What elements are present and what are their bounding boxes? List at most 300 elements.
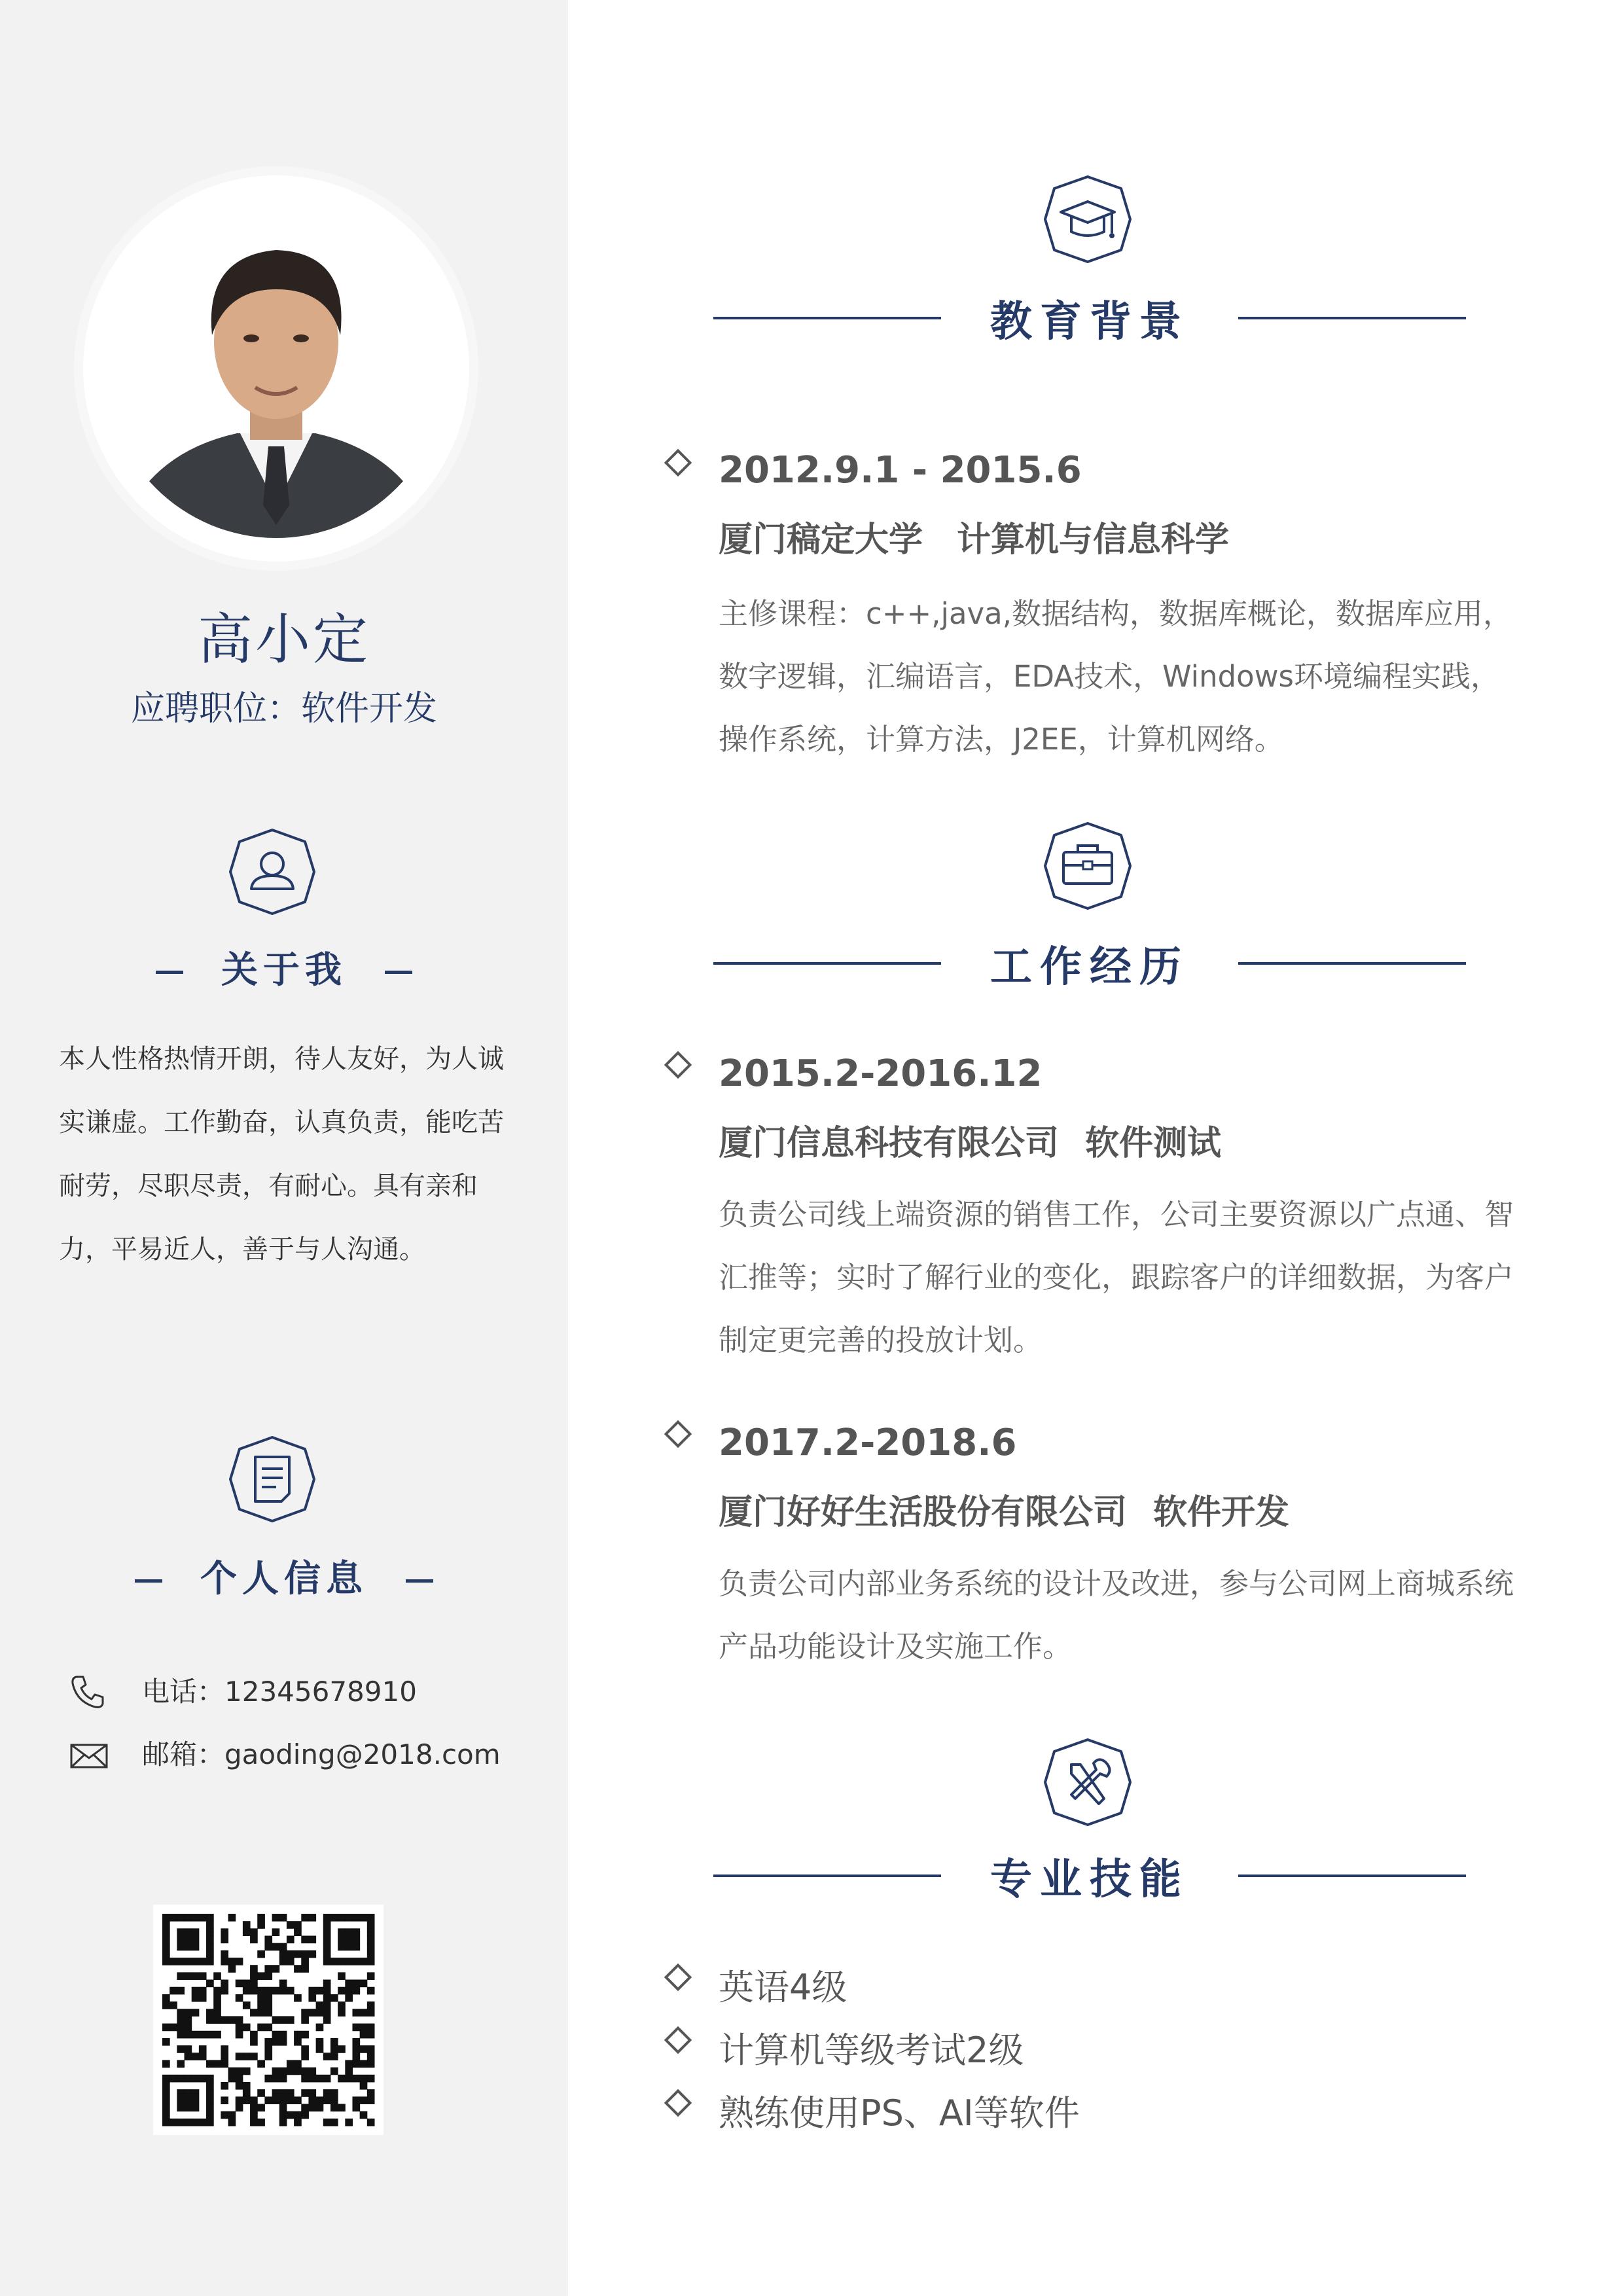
education-school: 厦门稿定大学 计算机与信息科学 (719, 520, 1230, 560)
qr-module (236, 2068, 243, 2075)
qr-module (264, 1987, 272, 1995)
qr-module (250, 2104, 258, 2111)
qr-module (243, 2068, 251, 2075)
qr-module (185, 2119, 192, 2126)
qr-module (338, 1987, 346, 1995)
qr-module (243, 2053, 251, 2060)
qr-module (352, 2060, 360, 2068)
qr-module (169, 2024, 177, 2032)
qr-module (279, 2038, 287, 2046)
qr-module (264, 2009, 272, 2017)
qr-module (206, 2119, 214, 2126)
bullet-diamond (664, 1420, 692, 1448)
header-line (1238, 1874, 1466, 1877)
qr-module (338, 1914, 346, 1922)
qr-module (228, 2075, 236, 2083)
qr-module (213, 1994, 221, 2002)
qr-module (250, 2053, 258, 2060)
qr-module (192, 2104, 200, 2111)
qr-module (301, 1914, 309, 1922)
qr-module (338, 2075, 346, 2083)
qr-module (345, 1943, 353, 1951)
qr-module (360, 2024, 368, 2032)
qr-module (162, 1921, 170, 1929)
qr-module (367, 1958, 375, 1965)
qr-module (279, 2068, 287, 2075)
qr-module (213, 2009, 221, 2017)
qr-module (345, 1928, 353, 1936)
qr-module (294, 1965, 302, 1973)
qr-module (338, 2104, 346, 2111)
qr-module (352, 2075, 360, 2083)
qr-module (206, 2089, 214, 2097)
qr-module (360, 2031, 368, 2039)
qr-module (257, 1921, 265, 1929)
qr-module (221, 1936, 228, 1944)
title-dash (135, 1579, 162, 1583)
qr-module (308, 1994, 316, 2002)
qr-module (213, 2001, 221, 2009)
work-desc: 负责公司线上端资源的销售工作，公司主要资源以广点通、智汇推等；实时了解行业的变化，跟踪客户的详细数据，为客户制定更完善的投放计划。 (719, 1197, 1514, 1357)
qr-module (250, 2031, 258, 2039)
qr-module (367, 1943, 375, 1951)
qr-module (206, 2009, 214, 2017)
qr-module (316, 2024, 324, 2032)
qr-module (287, 2096, 294, 2104)
header-line (1238, 962, 1466, 965)
qr-module (316, 2001, 324, 2009)
about-title: 关于我 (0, 941, 568, 994)
qr-module (330, 1914, 338, 1922)
qr-module (323, 1958, 331, 1965)
qr-module (294, 2038, 302, 2046)
qr-module (360, 2075, 368, 2083)
qr-module (352, 1936, 360, 1944)
qr-module (287, 1936, 294, 1944)
qr-module (177, 2024, 185, 2032)
qr-module (279, 2031, 287, 2039)
qr-module (352, 2038, 360, 2046)
qr-module (162, 2038, 170, 2046)
skills-title: 专业技能 (990, 1856, 1189, 1904)
qr-module (192, 2053, 200, 2060)
qr-module (352, 2045, 360, 2053)
education-desc: 主修课程：c++,java,数据结构，数据库概论，数据库应用，数字逻辑，汇编语言，EDA技术，Windows环境编程实践，操作系统，计算方法，J2EE，计算机网络。 (719, 596, 1513, 757)
qr-module (323, 2009, 331, 2017)
qr-module (287, 1958, 294, 1965)
qr-module (206, 1943, 214, 1951)
briefcase-icon (1041, 819, 1134, 912)
qr-module (192, 1972, 200, 1980)
qr-module (279, 1950, 287, 1958)
qr-module (185, 2104, 192, 2111)
qr-module (221, 2016, 228, 2024)
qr-module (272, 1965, 280, 1973)
qr-module (169, 1914, 177, 1922)
qr-module (250, 1987, 258, 1995)
qr-module (243, 2024, 251, 2032)
bullet-diamond (664, 2089, 692, 2117)
qr-module (367, 2096, 375, 2104)
qr-module (323, 1994, 331, 2002)
qr-module (301, 2075, 309, 2083)
qr-module (177, 2045, 185, 2053)
qr-module (345, 2119, 353, 2126)
qr-module (294, 2119, 302, 2126)
qr-module (236, 2082, 243, 2090)
qr-module (192, 1914, 200, 1922)
qr-module (228, 2016, 236, 2024)
qr-module (345, 1936, 353, 1944)
qr-module (221, 1928, 228, 1936)
qr-module (192, 1943, 200, 1951)
qr-module (221, 1950, 228, 1958)
qr-module (162, 2082, 170, 2090)
qr-module (279, 1980, 287, 1988)
qr-module (301, 2053, 309, 2060)
qr-module (206, 1936, 214, 1944)
qr-module (352, 1987, 360, 1995)
qr-module (367, 2031, 375, 2039)
qr-module (323, 2075, 331, 2083)
qr-module (162, 2001, 170, 2009)
qr-module (185, 2031, 192, 2039)
qr-module (338, 1943, 346, 1951)
qr-module (308, 2104, 316, 2111)
qr-module (213, 1972, 221, 1980)
qr-module (206, 2031, 214, 2039)
qr-module (243, 1921, 251, 1929)
qr-module (221, 1987, 228, 1995)
avatar (106, 198, 446, 538)
qr-module (243, 1980, 251, 1988)
qr-module (257, 2024, 265, 2032)
qr-module (345, 2068, 353, 2075)
qr-module (345, 2060, 353, 2068)
qr-module (352, 1928, 360, 1936)
qr-module (192, 2009, 200, 2017)
qr-module (257, 1987, 265, 1995)
qr-module (287, 1921, 294, 1929)
qr-module (257, 2104, 265, 2111)
qr-module (360, 2096, 368, 2104)
qr-module (272, 1943, 280, 1951)
qr-module (330, 1958, 338, 1965)
qr-module (206, 1950, 214, 1958)
qr-module (162, 1994, 170, 2002)
qr-module (206, 2111, 214, 2119)
qr-module (272, 1914, 280, 1922)
qr-module (352, 2053, 360, 2060)
qr-module (308, 1987, 316, 1995)
bullet-diamond (664, 1964, 692, 1991)
qr-module (301, 1965, 309, 1973)
qr-module (206, 2104, 214, 2111)
qr-module (213, 1987, 221, 1995)
qr-module (177, 1914, 185, 1922)
phone-text[interactable]: 电话：12345678910 (142, 1676, 417, 1708)
qr-module (264, 1943, 272, 1951)
qr-module (323, 2089, 331, 2097)
qr-module (272, 2089, 280, 2097)
qr-module (192, 2075, 200, 2083)
qr-module (199, 2045, 207, 2053)
qr-module (185, 2089, 192, 2097)
qr-module (330, 2089, 338, 2097)
qr-module (162, 2024, 170, 2032)
qr-module (162, 1936, 170, 1944)
qr-module (192, 2031, 200, 2039)
qr-module (279, 2075, 287, 2083)
qr-module (338, 1928, 346, 1936)
qr-module (272, 2038, 280, 2046)
qr-module (243, 1987, 251, 1995)
about-text: 本人性格热情开朗，待人友好，为人诚实谦虚。工作勤奋，认真负责，能吃苦耐劳，尽职尽责，有耐心。具有亲和力，平易近人，善于与人沟通。 (59, 1044, 504, 1265)
qr-module (264, 2024, 272, 2032)
qr-module (250, 1980, 258, 1988)
qr-module (236, 2016, 243, 2024)
qr-module (330, 2068, 338, 2075)
qr-module (185, 2053, 192, 2060)
qr-module (279, 2096, 287, 2104)
qr-module (360, 1958, 368, 1965)
qr-module (250, 2119, 258, 2126)
qr-module (257, 2009, 265, 2017)
qr-module (264, 2045, 272, 2053)
qr-module (360, 2111, 368, 2119)
qr-module (367, 1972, 375, 1980)
qr-module (360, 2060, 368, 2068)
qr-module (206, 2075, 214, 2083)
title-dash (385, 971, 412, 974)
qr-module (323, 1928, 331, 1936)
qr-module (308, 2068, 316, 2075)
qr-code-image (153, 1905, 383, 2135)
qr-module (279, 2119, 287, 2126)
qr-module (185, 1972, 192, 1980)
qr-module (177, 2060, 185, 2068)
qr-module (294, 1928, 302, 1936)
qr-module (287, 2016, 294, 2024)
qr-module (323, 1914, 331, 1922)
qr-module (177, 2016, 185, 2024)
qr-module (279, 1987, 287, 1995)
qr-module (221, 1958, 228, 1965)
qr-module (352, 1980, 360, 1988)
qr-module (287, 2060, 294, 2068)
email-text[interactable]: 邮箱：gaoding@2018.com (142, 1738, 501, 1770)
qr-module (192, 2096, 200, 2104)
qr-module (367, 1936, 375, 1944)
qr-module (301, 2111, 309, 2119)
qr-module (316, 2075, 324, 2083)
qr-module (323, 2053, 331, 2060)
qr-module (206, 1928, 214, 1936)
qr-module (257, 1972, 265, 1980)
qr-module (257, 1994, 265, 2002)
qr-module (323, 1987, 331, 1995)
qr-module (257, 2001, 265, 2009)
qr-module (177, 1987, 185, 1995)
qr-module (287, 1950, 294, 1958)
graduation-cap-icon (1041, 173, 1134, 266)
qr-module (301, 2068, 309, 2075)
qr-module (367, 1987, 375, 1995)
qr-module (367, 2089, 375, 2097)
skill-item: 计算机等级考试2级 (719, 2030, 1024, 2071)
qr-module (257, 2060, 265, 2068)
qr-module (169, 2001, 177, 2009)
tools-icon (1041, 1736, 1134, 1829)
qr-module (345, 1980, 353, 1988)
qr-module (257, 1914, 265, 1922)
qr-module (279, 1914, 287, 1922)
qr-module (250, 1936, 258, 1944)
qr-module (345, 1987, 353, 1995)
qr-code[interactable] (153, 1905, 383, 2135)
qr-module (308, 2075, 316, 2083)
work-company: 厦门信息科技有限公司 软件测试 (719, 1124, 1222, 1163)
qr-module (221, 2060, 228, 2068)
qr-module (367, 2024, 375, 2032)
qr-module (162, 1958, 170, 1965)
qr-module (236, 2075, 243, 2083)
qr-module (279, 1958, 287, 1965)
qr-module (323, 2096, 331, 2104)
qr-module (236, 2053, 243, 2060)
qr-module (330, 2045, 338, 2053)
qr-module (206, 2060, 214, 2068)
phone-icon (69, 1673, 107, 1711)
qr-module (192, 1987, 200, 1995)
qr-module (221, 2082, 228, 2090)
qr-module (279, 2089, 287, 2097)
qr-module (206, 1914, 214, 1922)
bullet-diamond (664, 1051, 692, 1079)
skill-item: 熟练使用PS、AI等软件 (719, 2092, 1080, 2134)
qr-module (177, 2119, 185, 2126)
qr-module (323, 2016, 331, 2024)
qr-module (323, 1943, 331, 1951)
work-date: 2015.2-2016.12 (719, 1052, 1043, 1095)
qr-module (301, 2104, 309, 2111)
qr-module (236, 2024, 243, 2032)
work-company: 厦门好好生活股份有限公司 软件开发 (719, 1493, 1290, 1532)
qr-module (294, 1950, 302, 1958)
qr-module (177, 1936, 185, 1944)
qr-module (185, 2075, 192, 2083)
qr-module (206, 2082, 214, 2090)
qr-module (185, 1943, 192, 1951)
qr-module (264, 2096, 272, 2104)
qr-module (221, 2111, 228, 2119)
qr-module (316, 2045, 324, 2053)
qr-module (301, 2089, 309, 2097)
qr-module (279, 2016, 287, 2024)
work-title: 工作经历 (990, 943, 1189, 992)
qr-module (345, 1958, 353, 1965)
qr-module (367, 2053, 375, 2060)
qr-module (294, 2031, 302, 2039)
qr-module (236, 2096, 243, 2104)
qr-module (352, 2009, 360, 2017)
qr-module (287, 2111, 294, 2119)
qr-module (221, 1980, 228, 1988)
qr-module (257, 1950, 265, 1958)
qr-module (316, 1987, 324, 1995)
qr-module (199, 2031, 207, 2039)
qr-module (228, 1958, 236, 1965)
qr-module (301, 2009, 309, 2017)
qr-module (301, 2016, 309, 2024)
qr-module (177, 1958, 185, 1965)
qr-module (236, 2031, 243, 2039)
qr-module (169, 2119, 177, 2126)
qr-module (264, 2053, 272, 2060)
title-dash (406, 1579, 433, 1583)
qr-module (272, 2096, 280, 2104)
qr-module (316, 2104, 324, 2111)
qr-module (169, 1987, 177, 1995)
qr-module (162, 1914, 170, 1922)
qr-module (250, 2038, 258, 2046)
qr-module (360, 1980, 368, 1988)
qr-module (162, 1950, 170, 1958)
qr-module (185, 1928, 192, 1936)
qr-module (323, 2119, 331, 2126)
qr-module (228, 1965, 236, 1973)
qr-module (250, 2111, 258, 2119)
qr-module (192, 2119, 200, 2126)
header-line (1238, 317, 1466, 319)
qr-module (338, 1958, 346, 1965)
qr-module (177, 2104, 185, 2111)
qr-module (294, 2060, 302, 2068)
qr-module (272, 2075, 280, 2083)
qr-module (192, 1994, 200, 2002)
qr-module (272, 2068, 280, 2075)
qr-module (221, 2045, 228, 2053)
skills-header (713, 1846, 1466, 1905)
qr-module (301, 2045, 309, 2053)
qr-module (250, 1972, 258, 1980)
education-header (713, 288, 1466, 347)
qr-module (228, 2068, 236, 2075)
qr-module (360, 2009, 368, 2017)
qr-module (185, 2016, 192, 2024)
qr-module (345, 1994, 353, 2002)
qr-module (294, 1994, 302, 2002)
qr-module (185, 2096, 192, 2104)
qr-module (301, 1936, 309, 1944)
qr-module (192, 1936, 200, 1944)
qr-module (352, 1943, 360, 1951)
qr-module (162, 2060, 170, 2068)
qr-module (169, 1958, 177, 1965)
qr-module (250, 2096, 258, 2104)
qr-module (272, 2016, 280, 2024)
qr-module (199, 1972, 207, 1980)
qr-module (162, 1928, 170, 1936)
qr-module (213, 2060, 221, 2068)
qr-module (301, 1958, 309, 1965)
qr-module (162, 2104, 170, 2111)
qr-module (367, 2060, 375, 2068)
qr-module (177, 1943, 185, 1951)
qr-module (316, 2009, 324, 2017)
qr-module (177, 2031, 185, 2039)
qr-module (185, 2045, 192, 2053)
